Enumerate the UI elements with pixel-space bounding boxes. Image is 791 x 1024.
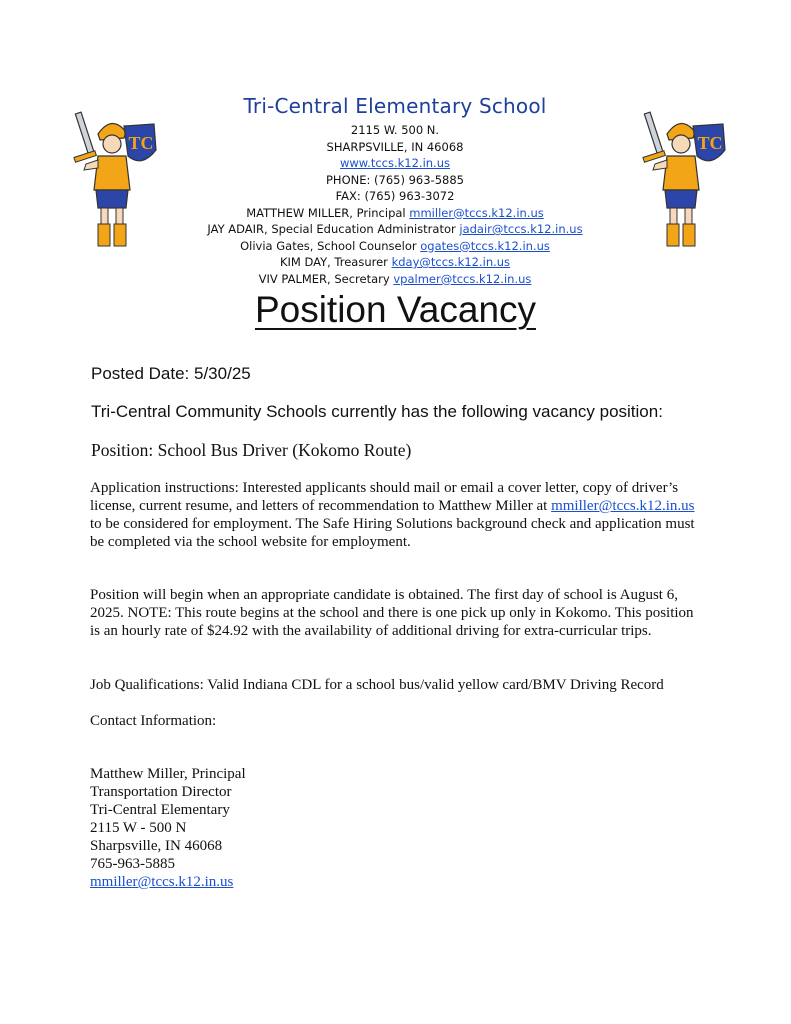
position-title: Position: School Bus Driver (Kokomo Route): [91, 440, 412, 460]
staff-email-link[interactable]: vpalmer@tccs.k12.in.us: [393, 271, 532, 286]
intro-text: Tri-Central Community Schools currently has the following vacancy position:: [91, 402, 663, 421]
staff-line: [150, 271, 640, 288]
application-text-before: Application instructions: Interested applicants should mail or email a cover letter, copy of driver’s license, current resume, and letters of recommendation to Matthew Miller at: [90, 480, 679, 514]
contact-line: [90, 747, 246, 765]
staff-label: MATTHEW MILLER, Principal: [246, 205, 406, 220]
staff-line: [150, 221, 640, 238]
address-line-2: SHARPSVILLE, IN 46068: [326, 139, 464, 154]
page-title-text: Position Vacancy: [254, 289, 537, 330]
fax-line: FAX: (765) 963-3072: [335, 189, 455, 203]
staff-label: KIM DAY, Treasurer: [279, 255, 388, 269]
contact-email-link[interactable]: mmiller@tccs.k12.in.us: [90, 874, 234, 890]
page-title: [0, 289, 791, 331]
school-name: Tri-Central Elementary School: [243, 94, 547, 118]
contact-line: Matthew Miller, Principal: [90, 766, 246, 782]
contact-line: Sharpsville, IN 46068: [90, 838, 223, 854]
trojan-mascot-left-logo: [68, 104, 160, 254]
staff-email-link[interactable]: mmiller@tccs.k12.in.us: [409, 205, 544, 220]
phone-line: PHONE: (765) 963-5885: [326, 172, 464, 187]
shield-monogram: TC: [697, 133, 723, 153]
staff-line: [150, 238, 640, 255]
staff-label: VIV PALMER, Secretary: [258, 271, 390, 286]
address-line-1: 2115 W. 500 N.: [350, 123, 440, 137]
application-text-after: to be considered for employment. The Safe Hiring Solutions background check and application must be completed via the school website for employment.: [90, 516, 695, 550]
staff-label: Olivia Gates, School Counselor: [240, 238, 417, 253]
trojan-mascot-figure: [74, 112, 156, 246]
shield-monogram: TC: [128, 133, 154, 153]
staff-email-link[interactable]: kday@tccs.k12.in.us: [391, 255, 511, 269]
contact-line: Transportation Director: [90, 784, 232, 800]
contact-line: Tri-Central Elementary: [90, 802, 230, 818]
contact-block: [90, 747, 246, 891]
application-email-link[interactable]: mmiller@tccs.k12.in.us: [551, 498, 695, 514]
contact-line: 2115 W - 500 N: [90, 820, 187, 836]
trojan-mascot-figure: [643, 112, 725, 246]
position-details: Position will begin when an appropriate candidate is obtained. The first day of school is August 6, 2025. NOTE: This route begins at the school and there is one pick up only in Kokomo. This position is an hourly rate of $24.92 with the availability of additional driving for extra-curricular trips.: [90, 587, 694, 639]
application-instructions: [90, 479, 700, 551]
website-link[interactable]: www.tccs.k12.in.us: [340, 156, 450, 170]
staff-email-link[interactable]: jadair@tccs.k12.in.us: [459, 222, 583, 236]
trojan-mascot-right-logo: [637, 104, 729, 254]
contact-heading: Contact Information:: [90, 713, 217, 729]
letterhead: [150, 94, 640, 287]
staff-email-link[interactable]: ogates@tccs.k12.in.us: [420, 238, 550, 253]
contact-line: 765-963-5885: [90, 856, 175, 872]
staff-line: [150, 254, 640, 271]
staff-label: JAY ADAIR, Special Education Administrator: [207, 222, 456, 236]
job-qualifications: Job Qualifications: Valid Indiana CDL for a school bus/valid yellow card/BMV Driving Record: [90, 677, 664, 693]
posted-date: Posted Date: 5/30/25: [91, 364, 251, 383]
staff-line: [150, 205, 640, 222]
